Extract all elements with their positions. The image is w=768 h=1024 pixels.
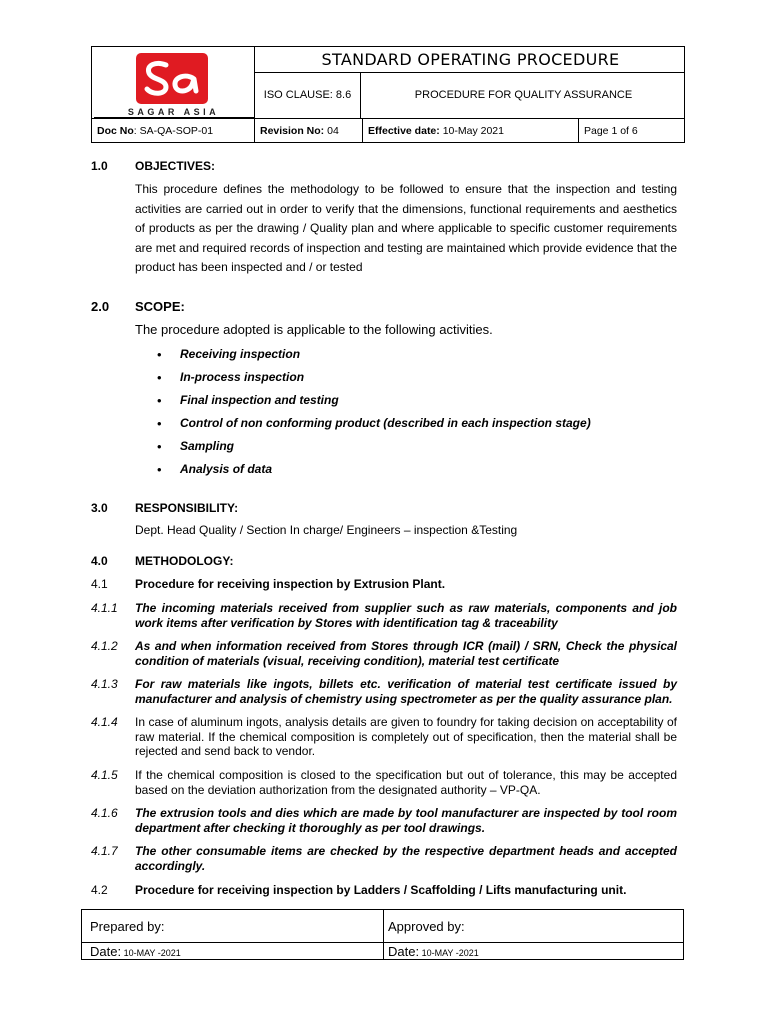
revision-label: Revision No: <box>260 125 325 137</box>
procedure-name: PROCEDURE FOR QUALITY ASSURANCE <box>414 89 633 101</box>
company-logo <box>92 47 255 118</box>
clause-number: 4.1.4 <box>91 715 118 729</box>
section-number: 2.0 <box>91 299 110 314</box>
divider <box>383 910 384 959</box>
objectives-text: This procedure defines the methodology to be followed to ensure that the inspection and testing activities are carried out in order to verify that the dimensions, functional requirements and aesthetics of products as per the drawing / Quality plan and where applicable to specific customer requirements are met and required records of inspection and testing are maintained which provide evidence that the product has been inspected and / or tested <box>135 182 677 274</box>
section-title-objectives: OBJECTIVES: <box>135 159 216 173</box>
clause-text: If the chemical composition is closed to the specification but out of tolerance, this may be accepted based on the deviation authorization from the designated authority – VP-QA. <box>135 768 677 797</box>
divider <box>578 119 579 143</box>
scope-item: Receiving inspection <box>180 347 301 361</box>
doc-number-label: Doc No <box>97 125 134 137</box>
clause-text: As and when information received from Stores through ICR (mail) / SRN, Check the physical condition of materials (visual, receiving condition), material test certificate <box>135 639 677 668</box>
approved-date <box>388 944 479 959</box>
clause-number: 4.1.3 <box>91 677 118 691</box>
doc-number <box>97 119 213 143</box>
date-value: 10-MAY -2021 <box>121 948 181 958</box>
bullet-icon: • <box>157 393 162 408</box>
clause-number: 4.1.5 <box>91 768 118 782</box>
effective-date <box>368 119 504 143</box>
effective-date-value: 10-May 2021 <box>439 125 504 137</box>
revision-value: 04 <box>324 125 339 137</box>
subsection-number: 4.1 <box>91 577 108 591</box>
sagar-asia-logo-mark <box>136 53 208 104</box>
date-label: Date: <box>388 944 420 959</box>
bullet-icon: • <box>157 462 162 477</box>
divider <box>82 942 683 943</box>
effective-date-label: Effective date: <box>368 125 440 137</box>
logo-name: SAGAR ASIA <box>127 107 220 117</box>
divider <box>254 119 255 143</box>
subsection-heading: Procedure for receiving inspection by Extrusion Plant. <box>135 577 446 591</box>
bullet-icon: • <box>157 416 162 431</box>
prepared-date <box>90 944 181 959</box>
scope-intro: The procedure adopted is applicable to the following activities. <box>135 322 493 337</box>
scope-item: Control of non conforming product (described in each inspection stage) <box>180 416 591 430</box>
clause-text: In case of aluminum ingots, analysis details are given to foundry for taking decision on acceptability of raw material. If the chemical composition is completely out of specification, then the material shall be rejected and send back to vendor. <box>135 715 677 758</box>
section-title-methodology: METHODOLOGY: <box>135 554 234 568</box>
clause-number: 4.1.2 <box>91 639 118 653</box>
document-title: STANDARD OPERATING PROCEDURE <box>321 50 620 69</box>
section-number: 1.0 <box>91 159 108 173</box>
clause-text: The incoming materials received from supplier such as raw materials, components and job work items after verification by Stores with identification tag & traceability <box>135 601 677 630</box>
subsection-heading: Procedure for receiving inspection by Ladders / Scaffolding / Lifts manufacturing unit. <box>135 883 627 897</box>
subsection-number: 4.2 <box>91 883 108 897</box>
signature-footer <box>81 909 684 960</box>
scope-item: Sampling <box>180 439 235 453</box>
iso-clause: ISO CLAUSE: 8.6 <box>263 89 352 101</box>
doc-number-value: : SA-QA-SOP-01 <box>133 125 214 137</box>
scope-item: Analysis of data <box>180 462 273 476</box>
prepared-by-label: Prepared by: <box>90 919 165 934</box>
approved-by-label: Approved by: <box>388 919 465 934</box>
scope-item: In-process inspection <box>180 370 305 384</box>
scope-item: Final inspection and testing <box>180 393 339 407</box>
bullet-icon: • <box>157 439 162 454</box>
clause-number: 4.1.1 <box>91 601 118 615</box>
document-header <box>91 46 685 143</box>
date-value: 10-MAY -2021 <box>419 948 479 958</box>
section-number: 3.0 <box>91 501 108 515</box>
section-title-responsibility: RESPONSIBILITY: <box>135 501 239 515</box>
clause-text: The extrusion tools and dies which are made by tool manufacturer are inspected by tool room department after checking it thoroughly as per tool drawings. <box>135 806 677 835</box>
clause-text: The other consumable items are checked by the respective department heads and accepted accordingly. <box>135 844 677 873</box>
clause-number: 4.1.6 <box>91 806 118 820</box>
bullet-icon: • <box>157 370 162 385</box>
bullet-icon: • <box>157 347 162 362</box>
clause-number: 4.1.7 <box>91 844 118 858</box>
page-number: Page 1 of 6 <box>584 125 638 137</box>
responsibility-text: Dept. Head Quality / Section In charge/ Engineers – inspection &Testing <box>135 523 518 537</box>
revision-number <box>260 119 339 143</box>
section-number: 4.0 <box>91 554 108 568</box>
divider <box>362 119 363 143</box>
section-title-scope: SCOPE: <box>135 299 185 314</box>
clause-text: For raw materials like ingots, billets etc. verification of material test certificate issued by manufacturer and analysis of chemistry using spectrometer as per the quality assurance plan. <box>135 677 677 706</box>
date-label: Date: <box>90 944 122 959</box>
